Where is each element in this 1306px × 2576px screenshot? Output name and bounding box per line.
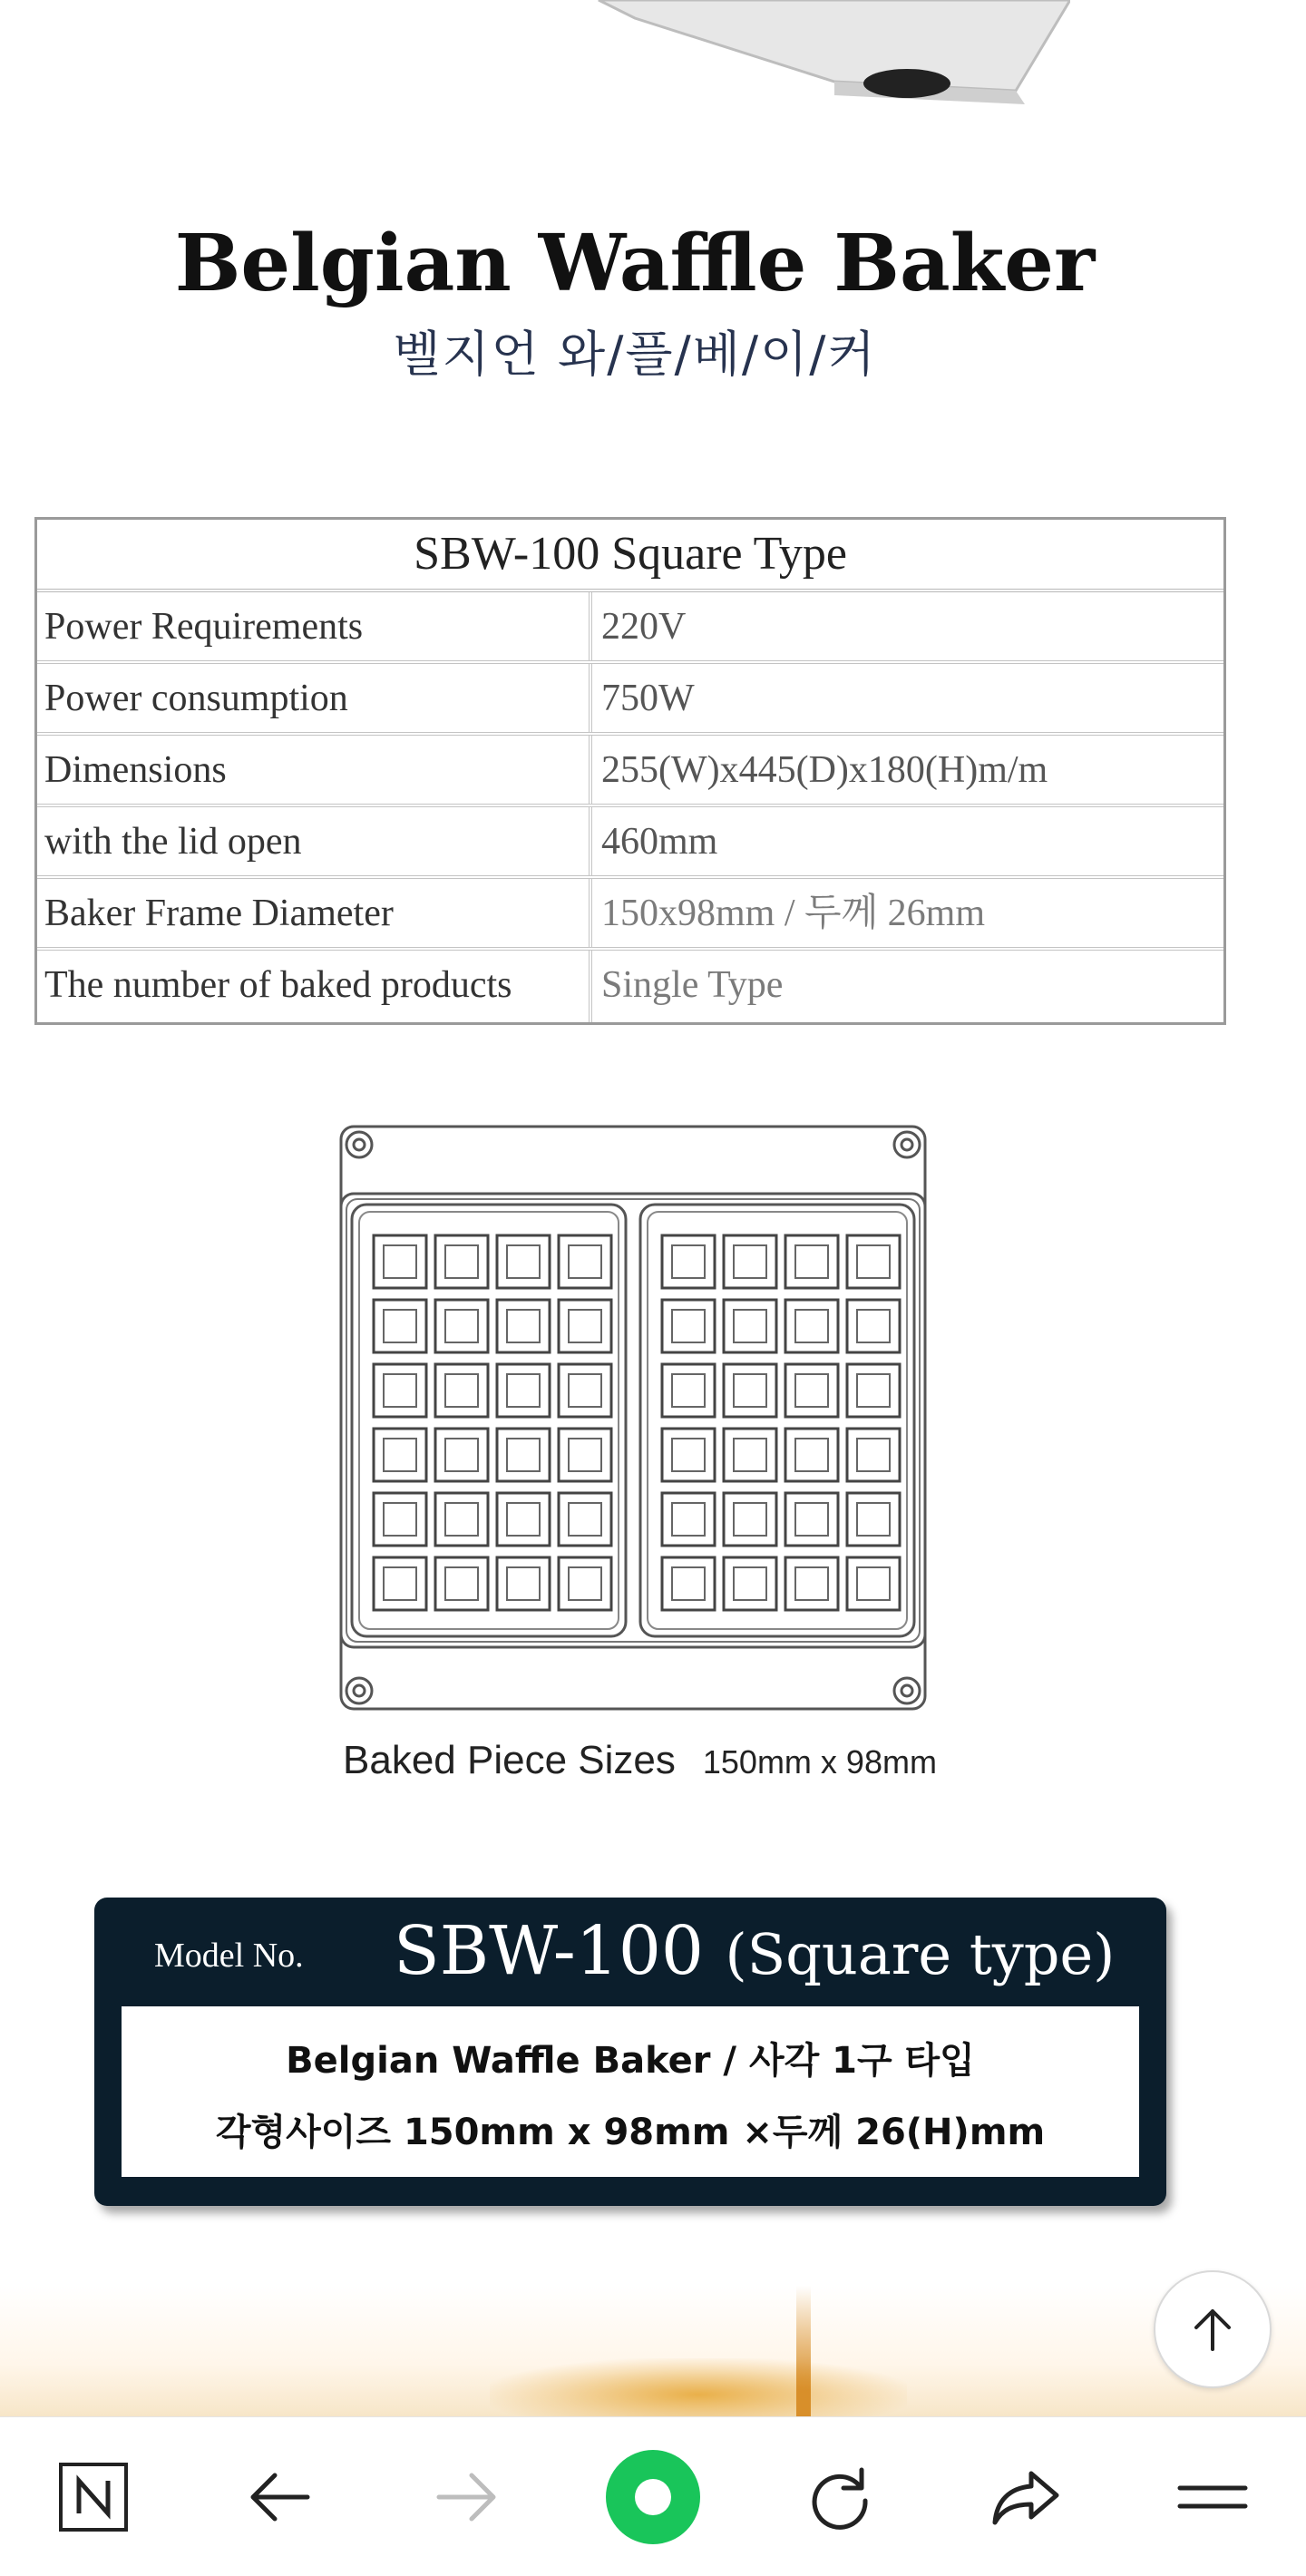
naver-n-icon [57,2461,130,2533]
model-no-label: Model No. [154,1937,304,1975]
table-row [37,664,1223,736]
forward-button[interactable] [394,2434,539,2561]
spec-label: Baker Frame Diameter [37,879,592,947]
table-row [37,879,1223,951]
product-subtitle: 벨지언 와/플/베/이/커 [393,326,877,383]
piece-size-value: 150mm x 98mm [702,1743,937,1781]
product-photo-bottom [0,2286,1306,2416]
back-arrow-icon [244,2461,317,2533]
spec-value: 150x98mm / 두께 26mm [601,893,985,934]
refresh-button[interactable] [767,2434,912,2561]
model-info-box [94,1898,1166,2206]
model-description-line-1: Belgian Waffle Baker / 사각 1구 타입 [286,2040,975,2082]
piece-size-label: Baked Piece Sizes [343,1738,676,1782]
model-number: SBW-100 [394,1912,704,1990]
refresh-icon [804,2461,876,2533]
spec-value: 750W [601,678,695,719]
table-row [37,736,1223,807]
spec-table-header: SBW-100 Square Type [37,520,1223,592]
model-name [394,1912,1115,1990]
photo-stick [796,2286,811,2416]
model-description-line-2: 각형사이즈 150mm x 98mm ×두께 26(H)mm [215,2112,1046,2153]
share-button[interactable] [953,2434,1098,2561]
table-row [37,592,1223,664]
arrow-up-icon [1185,2302,1240,2356]
spec-label: with the lid open [37,807,592,875]
green-dot-button[interactable] [580,2434,726,2561]
scroll-to-top-button[interactable] [1154,2270,1272,2388]
model-description-panel [122,2006,1139,2177]
piece-size-caption [343,1738,937,1783]
home-button[interactable] [21,2434,166,2561]
menu-icon [1174,2461,1251,2533]
forward-arrow-icon [430,2461,502,2533]
menu-button[interactable] [1140,2434,1285,2561]
table-row [37,951,1223,1022]
spec-table [34,517,1226,1025]
spec-label: Power Requirements [37,592,592,660]
product-image-top [562,0,1070,109]
table-row [37,807,1223,879]
product-title: Belgian Waffle Baker [174,218,1096,309]
spec-label: Power consumption [37,664,592,732]
spec-label: Dimensions [37,736,592,804]
browser-bottom-nav [0,2416,1306,2576]
spec-value: Single Type [601,964,784,1006]
back-button[interactable] [208,2434,353,2561]
spec-label: The number of baked products [37,951,592,1022]
green-dot-icon [603,2447,703,2547]
model-type: (Square type) [725,1921,1116,1987]
spec-value: 255(W)x445(D)x180(H)m/m [601,749,1048,791]
share-icon [988,2461,1064,2533]
waffle-plate-diagram [337,1123,929,1712]
spec-value: 220V [601,606,687,648]
spec-value: 460mm [601,821,718,863]
